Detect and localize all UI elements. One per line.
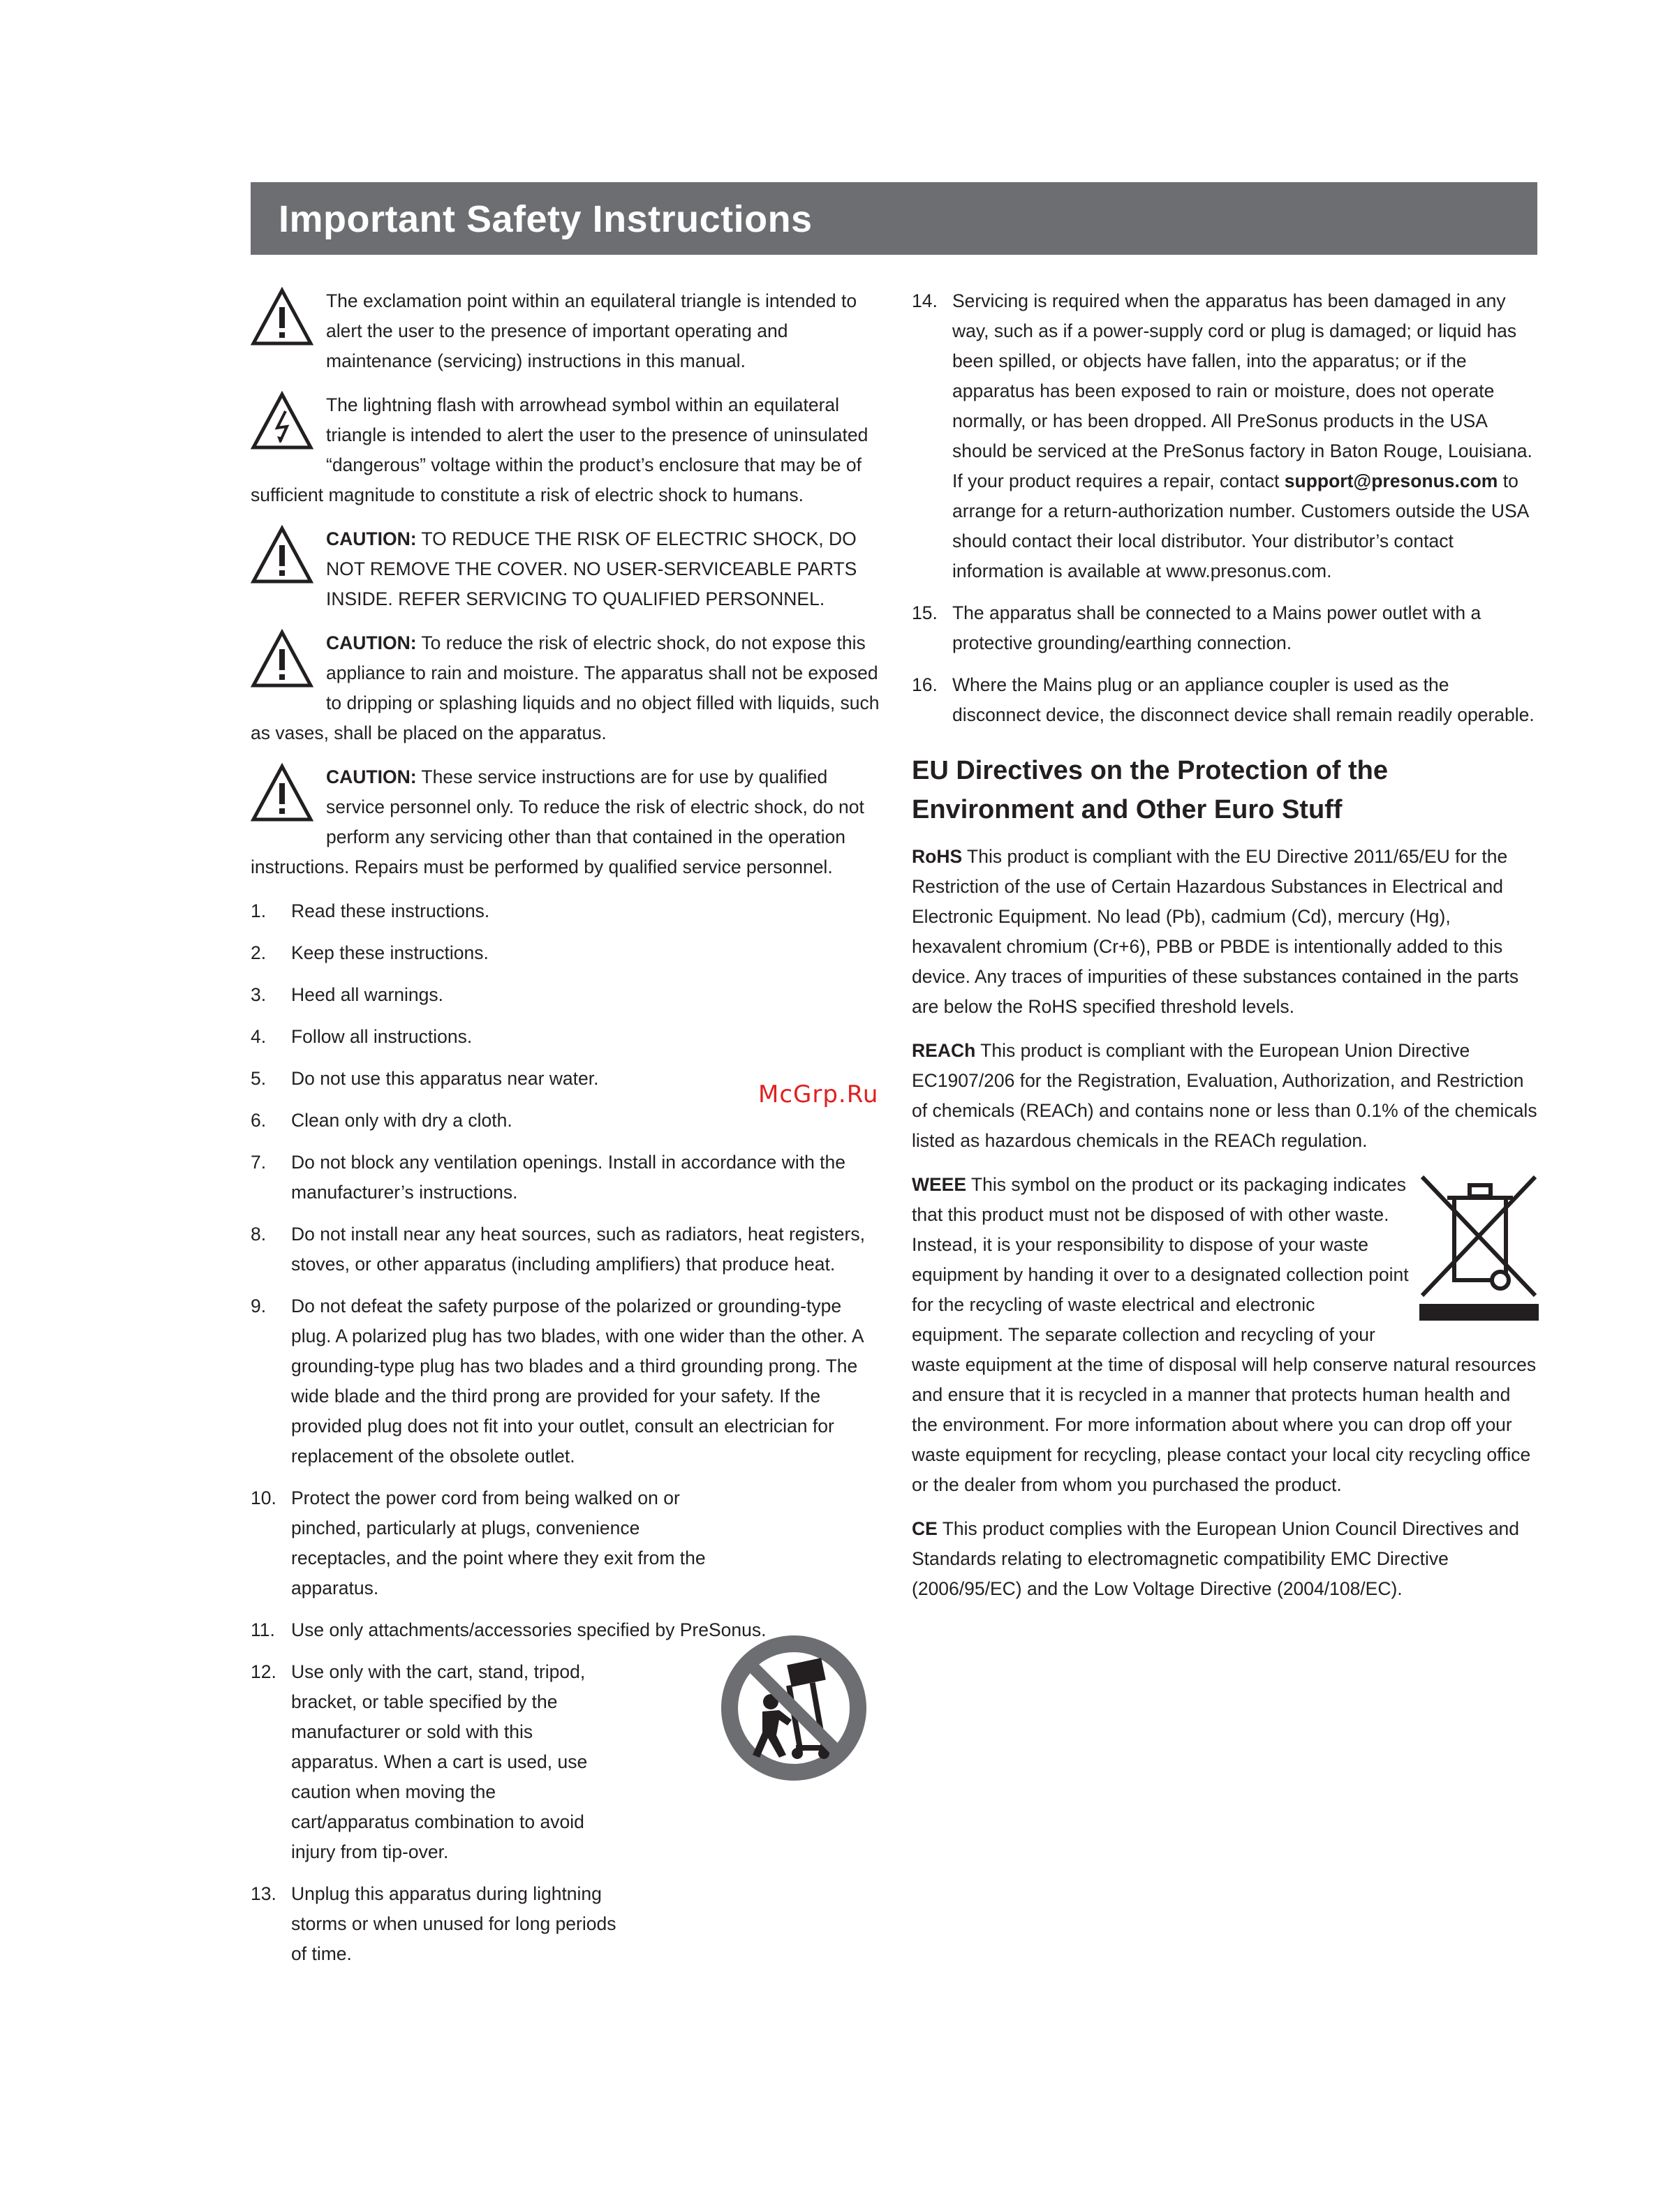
warning-text: TO REDUCE THE RISK OF ELECTRIC SHOCK, DO NOT REMOVE THE COVER. NO USER-SERVICEABLE PARTS INSIDE. REFER SERVICING TO QUALIFIED PERSONNEL.	[326, 528, 857, 609]
item-text: The apparatus shall be connected to a Mains power outlet with a protective grounding/earthing connection.	[952, 602, 1481, 653]
item-text: Where the Mains plug or an appliance coupler is used as the disconnect device, the disconnect device shall remain readily operable.	[952, 674, 1535, 725]
item-number: 16.	[912, 674, 938, 695]
page-title: Important Safety Instructions	[279, 198, 813, 240]
item-number: 12.	[251, 1661, 276, 1682]
item-text: Do not use this apparatus near water.	[291, 1068, 599, 1089]
warning-block	[251, 762, 882, 882]
item-text: Keep these instructions.	[291, 942, 489, 963]
exclamation-triangle-icon	[251, 286, 313, 349]
rohs-label: RoHS	[912, 846, 963, 867]
list-item	[251, 1022, 882, 1052]
list-item	[251, 1106, 882, 1136]
cart-tip-over-warning-icon	[719, 1633, 869, 1783]
item-number: 3.	[251, 984, 267, 1005]
support-email-link[interactable]: support@presonus.com	[1284, 470, 1498, 491]
item-text: Read these instructions.	[291, 900, 490, 921]
list-item	[251, 1291, 882, 1471]
list-item	[912, 286, 1540, 586]
caution-label: CAUTION:	[326, 632, 417, 653]
warning-text: To reduce the risk of electric shock, do not expose this appliance to rain and moisture. The apparatus shall not be exposed to dripping or splashing liquids and no object filled with liquids, such as vases, shall be placed on the apparatus.	[251, 632, 880, 743]
item-text: Use only with the cart, stand, tripod, bracket, or table specified by the manufacturer or sold with this apparatus. When a cart is used, use caution when moving the cart/apparatus combination to avoid injury from tip-over.	[291, 1661, 588, 1862]
reach-paragraph	[912, 1036, 1540, 1156]
item-text: Heed all warnings.	[291, 984, 444, 1005]
item-number: 8.	[251, 1224, 267, 1245]
reach-text: This product is compliant with the European Union Directive EC1907/206 for the Registration, Evaluation, Authorization, and Restriction of chemicals (REACh) and contains none or less than 0.1% of the chemicals listed as hazardous chemicals in the REACh regulation.	[912, 1040, 1537, 1151]
reach-label: REACh	[912, 1040, 976, 1061]
exclamation-triangle-icon	[251, 628, 313, 691]
list-item	[251, 1879, 882, 1969]
lightning-triangle-icon	[251, 390, 313, 453]
item-text: Servicing is required when the apparatus has been damaged in any way, such as if a power-supply cord or plug is damaged; or liquid has been spilled, or objects have fallen, into the apparatus; or if the apparatus has been exposed to rain or moisture, does not operate normally, or has been dropped. All PreSonus products in the USA should be serviced at the PreSonus factory in Baton Rouge, Louisiana. If your product requires a repair, contact	[952, 290, 1532, 491]
weee-label: WEEE	[912, 1174, 967, 1195]
item-text: Unplug this apparatus during lightning storms or when unused for long periods of time.	[291, 1883, 616, 1964]
ce-text: This product complies with the European Union Council Directives and Standards relating to electromagnetic compatibility EMC Directive (2006/95/EC) and the Low Voltage Directive (2004/108/EC).	[912, 1518, 1520, 1599]
item-text: Do not install near any heat sources, such as radiators, heat registers, stoves, or other apparatus (including amplifiers) that produce heat.	[291, 1224, 865, 1275]
ce-paragraph	[912, 1514, 1540, 1604]
list-item	[912, 670, 1540, 730]
exclamation-triangle-icon	[251, 762, 313, 825]
item-text: Protect the power cord from being walked on or pinched, particularly at plugs, convenience receptacles, and the point where they exit from the apparatus.	[291, 1487, 706, 1598]
warning-text: The lightning flash with arrowhead symbol within an equilateral triangle is intended to alert the user to the presence of uninsulated “dangerous” voltage within the product’s enclosure that may be of sufficient magnitude to constitute a risk of electric shock to humans.	[251, 394, 869, 505]
list-item	[251, 1148, 882, 1208]
list-item	[251, 938, 882, 968]
item-text: Do not block any ventilation openings. Install in accordance with the manufacturer’s instructions.	[291, 1152, 846, 1203]
item-text: Do not defeat the safety purpose of the polarized or grounding-type plug. A polarized plug has two blades, with one wider than the other. A grounding-type plug has two blades and a third grounding prong. The wide blade and the third prong are provided for your safety. If the provided plug does not fit into your outlet, consult an electrician for replacement of the obsolete outlet.	[291, 1296, 864, 1467]
item-number: 9.	[251, 1296, 267, 1316]
ce-label: CE	[912, 1518, 938, 1539]
warning-text: The exclamation point within an equilateral triangle is intended to alert the user to the presence of important operating and maintenance (servicing) instructions in this manual.	[326, 290, 857, 371]
item-text: Clean only with dry a cloth.	[291, 1110, 512, 1131]
list-item	[251, 980, 882, 1010]
caution-label: CAUTION:	[326, 528, 417, 549]
item-text: to arrange for a return-authorization number. Customers outside the USA should contact their local distributor. Your distributor’s contact information is available at www.presonus.com.	[952, 470, 1528, 581]
warning-block	[251, 628, 882, 748]
item-number: 4.	[251, 1026, 267, 1047]
list-item	[251, 1219, 882, 1279]
instruction-list-continued	[912, 286, 1540, 730]
list-item	[912, 598, 1540, 658]
instruction-list	[251, 896, 882, 1969]
list-item	[251, 1483, 882, 1603]
warning-block	[251, 286, 882, 376]
item-text: Use only attachments/accessories specified by PreSonus.	[291, 1619, 767, 1640]
item-text: Follow all instructions.	[291, 1026, 473, 1047]
item-number: 14.	[912, 290, 938, 311]
item-number: 7.	[251, 1152, 267, 1173]
list-item	[251, 896, 882, 926]
item-number: 10.	[251, 1487, 276, 1508]
section-title-line: Environment and Other Euro Stuff	[912, 795, 1343, 824]
item-number: 6.	[251, 1110, 267, 1131]
item-number: 5.	[251, 1068, 267, 1089]
watermark: McGrp.Ru	[758, 1081, 879, 1108]
item-number: 2.	[251, 942, 267, 963]
header-bar	[251, 182, 1537, 255]
section-title-line: EU Directives on the Protection of the	[912, 756, 1388, 785]
item-number: 1.	[251, 900, 267, 921]
exclamation-triangle-icon	[251, 524, 313, 587]
warning-text: These service instructions are for use by qualified service personnel only. To reduce the risk of electric shock, do not perform any servicing other than that contained in the operation instructions. Repairs must be performed by qualified service personnel.	[251, 766, 864, 877]
crossed-out-wheelie-bin-icon	[1418, 1170, 1540, 1323]
rohs-text: This product is compliant with the EU Directive 2011/65/EU for the Restriction of the use of Certain Hazardous Substances in Electrical and Electronic Equipment. No lead (Pb), cadmium (Cd), mercury (Hg), hexavalent chromium (Cr+6), PBB or PBDE is intentionally added to this device. Any traces of impurities of these substances contained in the parts are below the RoHS specified threshold levels.	[912, 846, 1519, 1017]
weee-text: This symbol on the product or its packaging indicates that this product must not be disposed of with other waste. Instead, it is your responsibility to dispose of your waste equipment by handing it over to a designated collection point for the recycling of waste electrical and electronic equipment. The separate collection and recycling of your waste equipment at the time of disposal will help conserve natural resources and ensure that it is recycled in a manner that protects human health and the environment. For more information about where you can drop off your waste equipment for recycling, please contact your local city recycling office or the dealer from whom you purchased the product.	[912, 1174, 1537, 1495]
weee-paragraph	[912, 1170, 1540, 1500]
rohs-paragraph	[912, 842, 1540, 1022]
item-number: 15.	[912, 602, 938, 623]
warning-block	[251, 524, 882, 614]
caution-label: CAUTION:	[326, 766, 417, 787]
warning-block	[251, 390, 882, 510]
item-number: 13.	[251, 1883, 276, 1904]
right-column	[912, 286, 1540, 1618]
section-title	[912, 751, 1540, 829]
item-number: 11.	[251, 1619, 275, 1640]
